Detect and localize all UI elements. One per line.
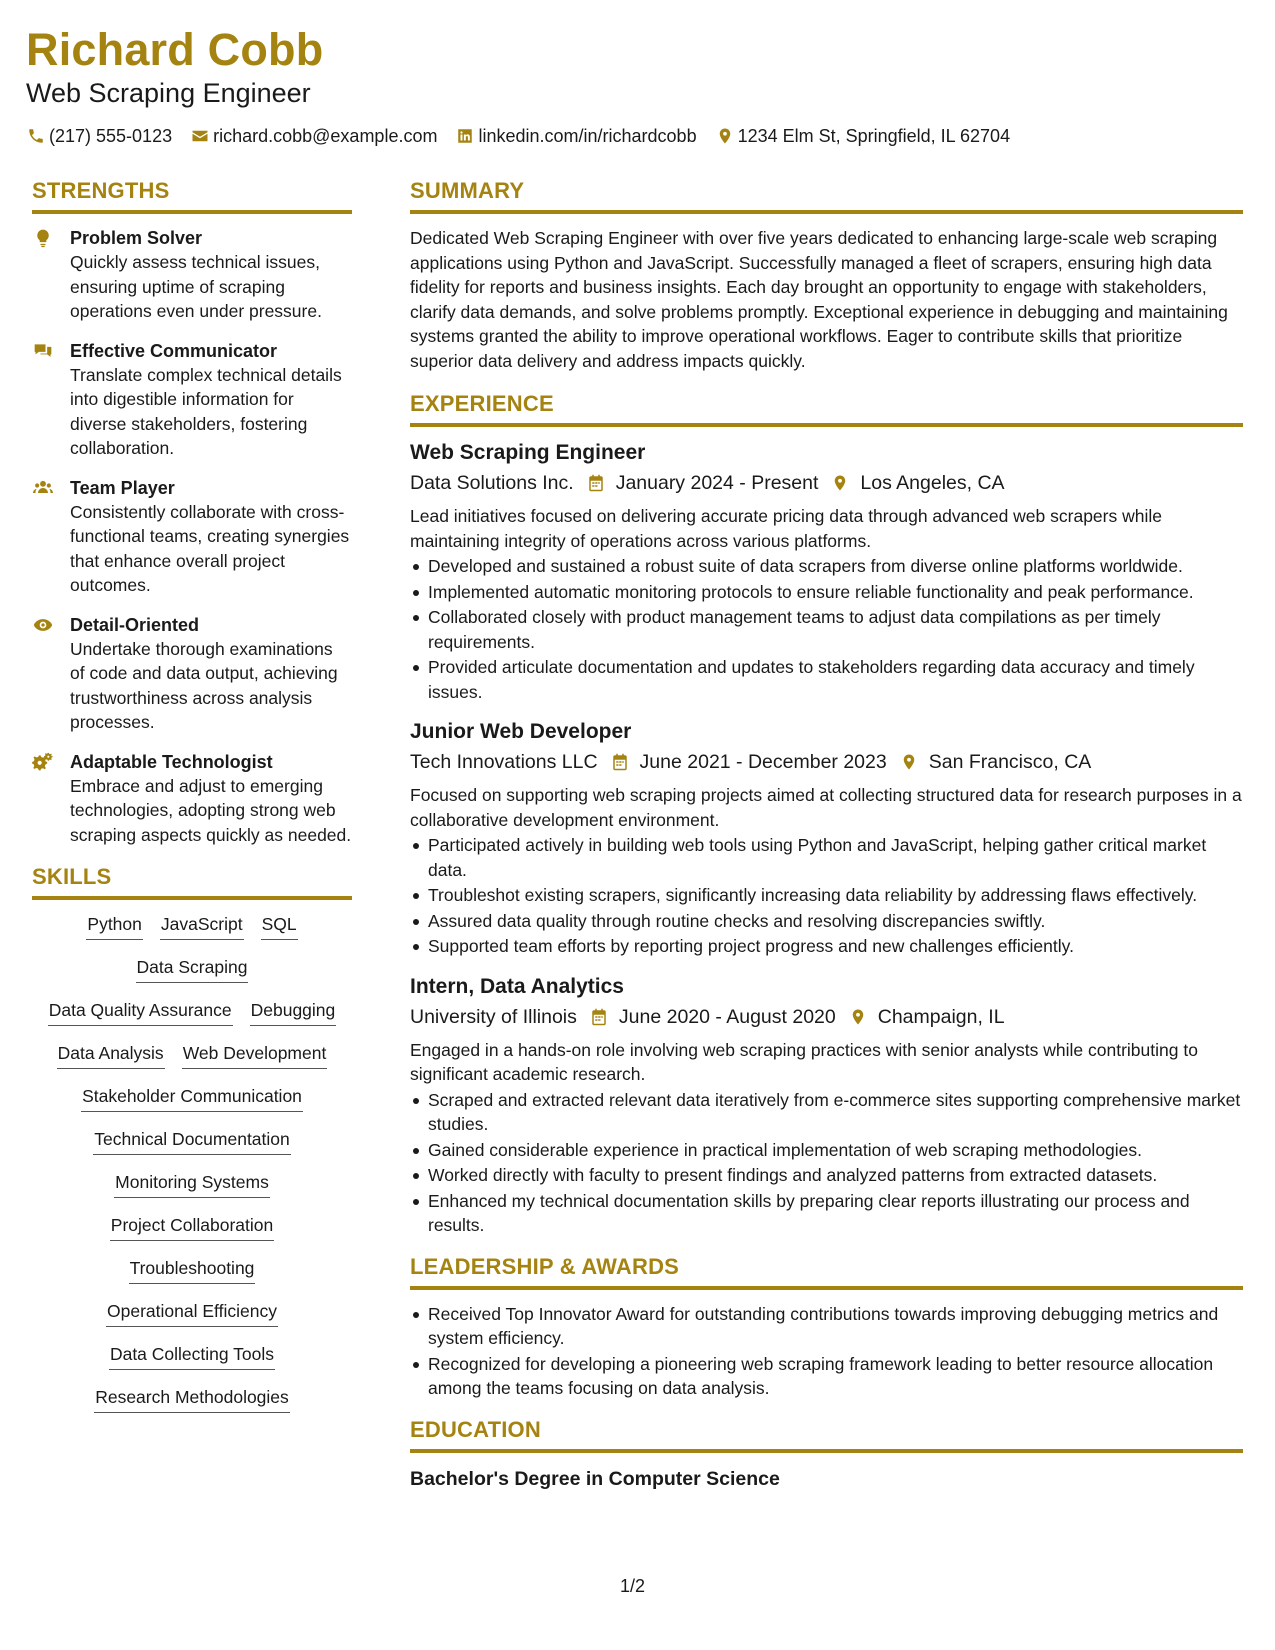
job-dates: June 2021 - December 2023 [639, 751, 887, 773]
envelope-icon [190, 126, 210, 146]
right-column [410, 176, 1243, 1493]
skill-row [32, 1383, 352, 1413]
job-bullet: Troubleshot existing scrapers, significantly increasing data reliability by addressing flaws effectively. [410, 883, 1243, 908]
strength-desc: Translate complex technical details into digestible information for diverse stakeholders, fostering collaboration. [70, 364, 342, 458]
gears-icon [32, 750, 70, 848]
location-pin-icon [848, 1007, 868, 1027]
skill-tag: Research Methodologies [94, 1383, 290, 1413]
job-dates: January 2024 - Present [615, 472, 819, 494]
resume-header [26, 24, 1246, 148]
experience-heading: EXPERIENCE [410, 389, 1243, 427]
job-bullets [410, 833, 1243, 959]
job-bullets [410, 554, 1243, 704]
skill-tag: SQL [261, 910, 298, 940]
skill-row [32, 1125, 352, 1155]
linkedin-text: linkedin.com/in/richardcobb [478, 126, 697, 146]
strength-item [32, 476, 352, 598]
job-bullet: Worked directly with faculty to present findings and analyzed patterns from extracted datasets. [410, 1163, 1243, 1188]
summary-heading: SUMMARY [410, 176, 1243, 214]
job-location: Champaign, IL [877, 1005, 1005, 1028]
strength-desc: Embrace and adjust to emerging technologies, adopting strong web scraping aspects quickly as needed. [70, 775, 352, 845]
skill-row [32, 1168, 352, 1198]
job-bullet: Assured data quality through routine checks and resolving discrepancies swiftly. [410, 909, 1243, 934]
job-bullets [410, 1088, 1243, 1238]
skill-tag: Web Development [182, 1039, 328, 1069]
chat-bubbles-icon [32, 339, 70, 461]
strength-title: Effective Communicator [70, 340, 278, 361]
calendar-icon [586, 473, 606, 493]
strength-item [32, 613, 352, 735]
phone-icon [26, 126, 46, 146]
job-description: Lead initiatives focused on delivering accurate pricing data through advanced web scrapers while maintaining integrity of operations across various platforms. [410, 506, 1162, 551]
skills-section [32, 862, 352, 1413]
summary-text: Dedicated Web Scraping Engineer with over five years dedicated to enhancing large-scale web scraping applications using Python and JavaScript. Successfully managed a fleet of scrapers, ensuring high data fidelity for reports and business insights. Each day brought an opportunity to engage with stakeholders, clarify data demands, and solve problems promptly. Exceptional experience in debugging and maintaining systems granted the ability to improve operational workflows. Eager to contribute skills that prioritize superior data delivery and address impacts quickly. [410, 228, 1228, 371]
strength-desc: Quickly assess technical issues, ensuring uptime of scraping operations even under pressure. [70, 252, 322, 321]
job-bullet: Collaborated closely with product management teams to adjust data compilations as per timely requirements. [410, 605, 1243, 654]
skill-row [32, 996, 352, 1026]
contact-email[interactable] [190, 124, 437, 148]
education-heading: EDUCATION [410, 1415, 1243, 1453]
strength-desc: Consistently collaborate with cross-functional teams, creating synergies that enhance overall project outcomes. [70, 501, 350, 595]
leadership-bullets [410, 1302, 1243, 1401]
company-name: University of Illinois [410, 1005, 577, 1028]
email-text: richard.cobb@example.com [213, 126, 438, 146]
leadership-bullet: Recognized for developing a pioneering web scraping framework leading to better resource allocation among the teams focusing on data analysis. [410, 1352, 1243, 1401]
candidate-name: Richard Cobb [26, 24, 324, 75]
strength-desc: Undertake thorough examinations of code and data output, achieving trustworthiness across analysis processes. [70, 638, 338, 732]
linkedin-icon [455, 126, 475, 146]
location-pin-icon [830, 473, 850, 493]
job-bullet: Participated actively in building web tools using Python and JavaScript, helping gather critical market data. [410, 833, 1243, 882]
contact-bar [26, 124, 1246, 148]
skill-row [32, 1254, 352, 1284]
skill-tag: JavaScript [160, 910, 244, 940]
strength-item [32, 226, 352, 324]
job-bullet: Scraped and extracted relevant data iteratively from e-commerce sites supporting comprehensive market studies. [410, 1088, 1243, 1137]
contact-phone[interactable] [26, 124, 172, 148]
location-pin-icon [899, 752, 919, 772]
eye-icon [32, 613, 70, 735]
skill-tag: Operational Efficiency [106, 1297, 278, 1327]
calendar-icon [610, 752, 630, 772]
job-bullet: Developed and sustained a robust suite of data scrapers from diverse online platforms worldwide. [410, 554, 1243, 579]
leadership-bullet: Received Top Innovator Award for outstanding contributions towards improving debugging metrics and system efficiency. [410, 1302, 1243, 1351]
job-description: Focused on supporting web scraping projects aimed at collecting structured data for research purposes in a collaborative development environment. [410, 785, 1242, 830]
left-column [32, 176, 352, 1426]
skill-row [32, 1211, 352, 1241]
users-icon [32, 476, 70, 598]
skill-row [32, 910, 352, 940]
strength-item [32, 750, 352, 848]
company-name: Data Solutions Inc. [410, 472, 574, 494]
skill-row [32, 953, 352, 983]
job-meta [410, 468, 1243, 498]
job-meta [410, 747, 1243, 777]
candidate-title: Web Scraping Engineer [26, 78, 311, 108]
job-bullet: Provided articulate documentation and updates to stakeholders regarding data accuracy and timely issues. [410, 655, 1243, 704]
skill-tag: Technical Documentation [93, 1125, 291, 1155]
skill-row [32, 1039, 352, 1069]
strength-title: Adaptable Technologist [70, 751, 273, 772]
job-title: Intern, Data Analytics [410, 974, 624, 998]
job-location: San Francisco, CA [928, 751, 1092, 773]
skills-heading: SKILLS [32, 862, 352, 900]
skill-tag: Debugging [250, 996, 337, 1026]
job-title: Junior Web Developer [410, 720, 632, 743]
job-bullet: Implemented automatic monitoring protocols to ensure reliable functionality and peak performance. [410, 580, 1243, 605]
skill-tag: Troubleshooting [129, 1254, 256, 1284]
skill-row [32, 1297, 352, 1327]
job-meta [410, 1002, 1243, 1032]
skill-row [32, 1082, 352, 1112]
job-description: Engaged in a hands-on role involving web scraping practices with senior analysts while contributing to significant academic research. [410, 1039, 1198, 1084]
job-dates: June 2020 - August 2020 [618, 1005, 836, 1028]
degree-title: Bachelor's Degree in Computer Science [410, 1467, 780, 1490]
skill-tag: Python [86, 910, 142, 940]
company-name: Tech Innovations LLC [410, 751, 598, 773]
job-entry [410, 439, 1243, 704]
strength-item [32, 339, 352, 461]
skill-tag: Project Collaboration [110, 1211, 274, 1241]
strength-title: Problem Solver [70, 228, 203, 248]
job-entry [410, 973, 1243, 1238]
job-title: Web Scraping Engineer [410, 441, 646, 464]
job-bullet: Gained considerable experience in practical implementation of web scraping methodologies. [410, 1138, 1243, 1163]
location-pin-icon [715, 126, 735, 146]
skill-tag: Data Quality Assurance [48, 996, 233, 1026]
job-location: Los Angeles, CA [860, 472, 1005, 494]
address-text: 1234 Elm St, Springfield, IL 62704 [737, 126, 1011, 146]
skill-tag: Monitoring Systems [114, 1168, 270, 1198]
skill-tag: Data Collecting Tools [109, 1340, 275, 1370]
skill-row [32, 1340, 352, 1370]
skill-tag: Stakeholder Communication [81, 1082, 303, 1112]
skill-tag: Data Analysis [57, 1039, 165, 1069]
leadership-heading: LEADERSHIP & AWARDS [410, 1252, 1243, 1290]
strength-title: Team Player [70, 477, 175, 498]
contact-linkedin[interactable] [455, 124, 696, 148]
strengths-heading: STRENGTHS [32, 176, 352, 214]
phone-text: (217) 555-0123 [49, 126, 173, 146]
job-entry [410, 718, 1243, 959]
skill-tag: Data Scraping [136, 953, 249, 983]
lightbulb-icon [32, 226, 70, 324]
contact-address [715, 124, 1011, 148]
strength-title: Detail-Oriented [70, 614, 200, 635]
job-bullet: Enhanced my technical documentation skills by preparing clear reports illustrating our process and results. [410, 1189, 1243, 1238]
job-bullet: Supported team efforts by reporting project progress and new challenges efficiently. [410, 934, 1243, 959]
page-number: 1/2 [620, 1576, 646, 1596]
calendar-icon [589, 1007, 609, 1027]
